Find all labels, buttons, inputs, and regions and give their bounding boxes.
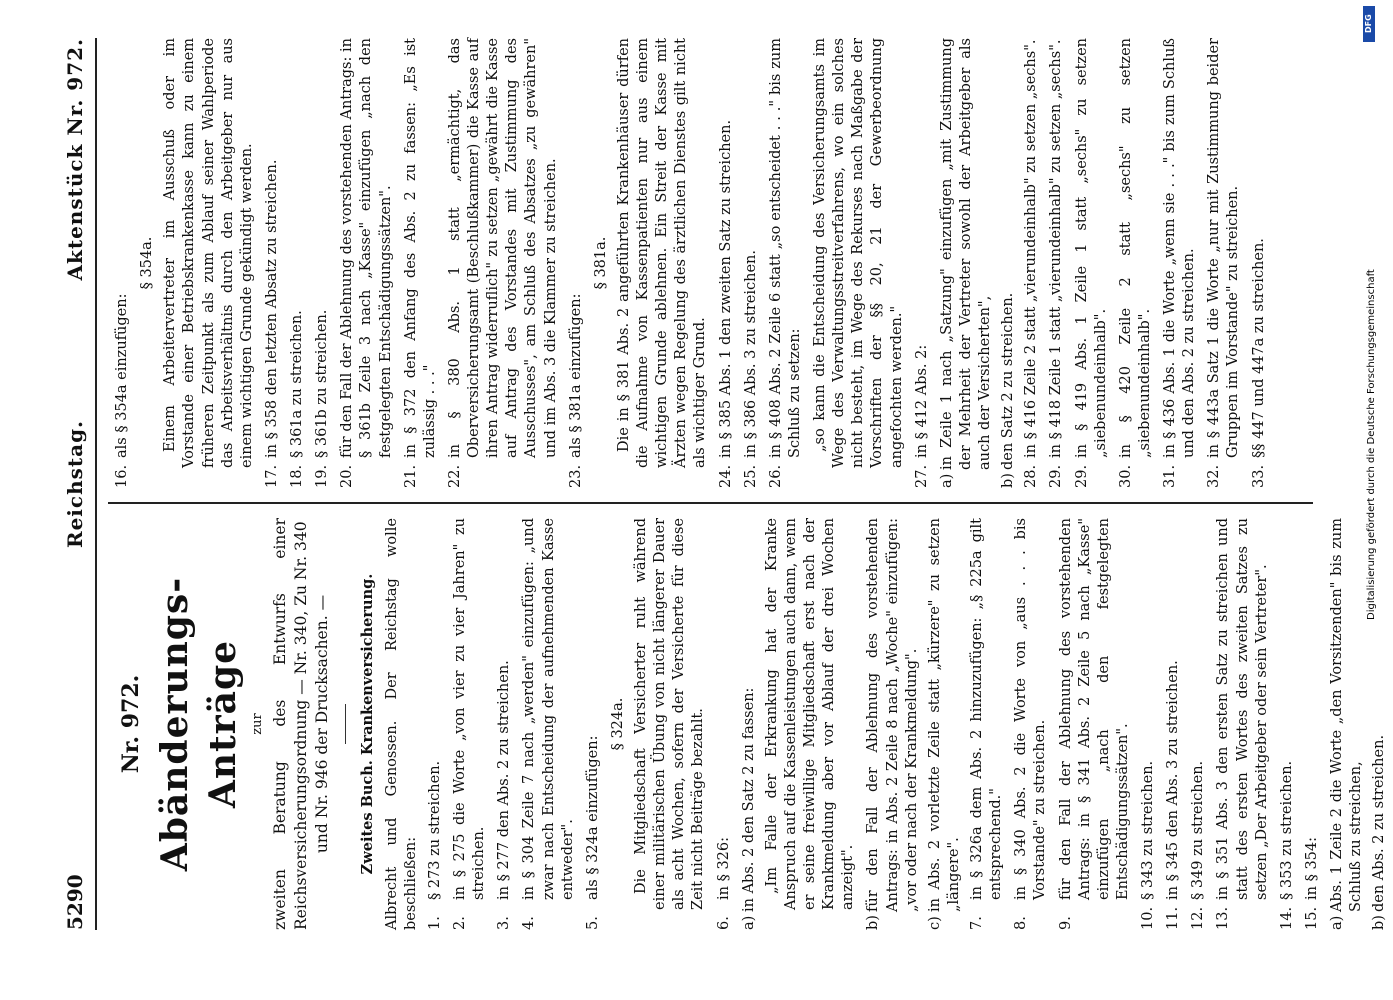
list-item: 17. in § 358 den letzten Absatz zu streichen. — [263, 159, 280, 488]
list-item: 5. als § 324a einzufügen: — [584, 735, 601, 930]
header-rule — [95, 38, 97, 930]
list-item: 22. in § 380 Abs. 1 statt „ermächtigt, das Oberversicherungsamt (Beschlußkammer) die Kasse auf ihren Antrag widerruflich" zu setzen „gewährt die Kasse auf Antrag des Vorstandes mit Zustimmung des Ausschusses", am Schluß des Absatzes „zu gewähren" und im Abs. 3 die Klammer zu streichen. — [446, 38, 559, 488]
sub-item: a) in Abs. 2 den Satz 2 zu fassen: — [740, 687, 757, 930]
quoted-provision: „so kann die Entscheidung des Versicherungsamts im Wege des Verwaltungsstreitverfahrens, wo ein solches nicht besteht, im Wege des Rekurses nach Maßgabe der Vorschriften der §§ 20, 21 der Gewerbeordnung angefochten werden." — [812, 38, 905, 468]
page-header — [62, 38, 92, 930]
sub-item: a) in Zeile 1 nach „Satzung" einzufügen „mit Zustimmung der Mehrheit der Vertreter sowohl der Arbeitgeber als auch der Versicherten", — [938, 38, 993, 488]
list-item: 23. als § 381a einzufügen: — [567, 293, 584, 488]
quoted-provision: Die Mitgliedschaft Versicherter ruht während einer militärischen Übung von nicht längerer Dauer als acht Wochen, sofern der Versicherte für diese Zeit nicht Beiträge bezahlt. — [633, 518, 707, 910]
list-item: 33. §§ 447 und 447a zu streichen. — [1250, 238, 1267, 488]
file-number: Aktenstück Nr. 972. — [63, 38, 87, 281]
list-item: 2. in § 275 die Worte „von vier zu vier Jahren" zu streichen. — [452, 518, 488, 930]
list-item: 18. § 361a zu streichen. — [289, 310, 305, 488]
list-item: 16. als § 354a einzufügen: — [114, 293, 130, 488]
list-item: 19. § 361b zu streichen. — [314, 309, 331, 488]
header-title: Reichstag. — [63, 419, 87, 549]
document-number: Nr. 972. — [118, 674, 144, 774]
paragraph-heading: § 324a. — [609, 697, 626, 751]
sub-item: b) für den Fall der Ablehnung des vorstehenden Antrags: in Abs. 2 Zeile 8 nach „Woche" einzufügen: „vor oder nach der Krankmeldung". — [865, 518, 920, 930]
list-item: 1. § 273 zu streichen. — [426, 760, 443, 930]
page-number: 5290 — [63, 874, 87, 930]
list-item: 25. in § 386 Abs. 3 zu streichen. — [742, 250, 759, 488]
paragraph-heading: § 381a. — [592, 236, 609, 290]
list-item: 13. in § 351 Abs. 3 den ersten Satz zu streichen und statt des ersten Wortes des zweiten Satzes zu setzen „Der Arbeitgeber oder sein Vertreter". — [1215, 518, 1270, 930]
quoted-provision: „Im Falle der Erkrankung hat der Kranke Anspruch auf die Kassenleistungen auch dann, wenn er seine freiwillige Mitgliedschaft erst nach der Krankmeldung aber vor Ablauf der drei Wochen anzeigt". — [763, 518, 857, 910]
short-rule — [345, 704, 346, 744]
dfg-logo-badge: DFG — [1363, 6, 1375, 42]
sub-item: b) den Satz 2 zu streichen. — [1000, 292, 1017, 488]
right-column — [113, 38, 1275, 488]
intro-text: zweiten Beratung des Entwurfs einer Reichsversicherungsordnung — Nr. 340, Zu Nr. 340 — [271, 518, 311, 930]
list-item: 10. § 343 zu streichen. — [1140, 760, 1157, 930]
list-item: 32. in § 443a Satz 1 die Worte „nur mit Zustimmung beider Gruppen im Vorstande" zu streichen. — [1206, 38, 1242, 488]
list-item: 6. in § 326: — [715, 836, 732, 930]
quoted-provision: Einem Arbeitervertreter im Ausschuß oder im Vorstande einer Betriebskrankenkasse kann zu einem früheren Zeitpunkt als zum Ablauf seiner Wahlperiode das Arbeitsverhältnis durch den Arbeitgeber nur aus einem wichtigen Grunde gekündigt werden. — [162, 38, 255, 468]
sub-item: a) Abs. 1 Zeile 2 die Worte „den Vorsitzenden" bis zum Schluß zu streichen, — [1329, 518, 1365, 930]
list-item: 3. in § 277 den Abs. 2 zu streichen. — [496, 660, 513, 930]
title-connector: zur — [250, 713, 266, 735]
list-item: 24. in § 385 Abs. 1 den zweiten Satz zu streichen. — [717, 119, 734, 488]
list-item: 29. in § 419 Abs. 1 Zeile 1 statt „sechs" zu setzen „siebenundeinhalb". — [1073, 38, 1109, 488]
list-item: 31. in § 436 Abs. 1 die Worte „wenn sie . . ." bis zum Schluß und den Abs. 2 zu streichen. — [1162, 38, 1198, 488]
list-item: 29. in § 418 Zeile 1 statt „vierundeinhalb" zu setzen „sechs". — [1048, 39, 1065, 488]
list-item: 26. in § 408 Abs. 2 Zeile 6 statt „so entscheidet . . ." bis zum Schluß zu setzen: — [767, 38, 803, 488]
document-title: Abänderungs-Anträge — [154, 576, 244, 872]
sub-item: c) in Abs. 2 vorletzte Zeile statt „kürzere" zu setzen „längere". — [926, 518, 962, 930]
motion-opening: Albrecht und Genossen. Der Reichstag wolle beschließen: — [383, 518, 419, 930]
intro-text-end: und Nr. 946 der Drucksachen. — — [313, 594, 332, 854]
paragraph-heading: § 354a. — [139, 236, 156, 290]
list-item: 21. in § 372 den Anfang des Abs. 2 zu fassen: „Es ist zulässig . . ." — [402, 38, 438, 488]
quoted-provision: Die in § 381 Abs. 2 angeführten Krankenhäuser dürfen die Aufnahme von Kassenpatienten nur aus einem wichtigen Grunde ablehnen. Ein Streit der Kasse mit Ärzten wegen Regelung des ärztlichen Dienstes gilt nicht als wichtiger Grund. — [615, 38, 709, 468]
list-item: 12. § 349 zu streichen. — [1190, 760, 1207, 930]
sub-item: b) den Abs. 2 zu streichen. — [1371, 734, 1388, 930]
list-item: 7. in § 326a dem Abs. 2 hinzuzufügen: „§ 225a gilt entsprechend." — [969, 518, 1005, 930]
digitization-credit: Digitalisierung gefördert durch die Deutsche Forschungsgemeinschaft — [1366, 269, 1377, 620]
list-item: 28. in § 416 Zeile 2 statt „vierundeinhalb" zu setzen „sechs". — [1023, 39, 1040, 488]
list-item: 15. in § 354: — [1303, 836, 1320, 930]
column-divider — [108, 502, 1313, 504]
list-item: 4. in § 304 Zeile 7 nach „werden" einzufügen: „und zwar nach Entscheidung der aufnehmenden Kasse entweder". — [521, 518, 576, 930]
list-item: 14. § 353 zu streichen. — [1278, 760, 1295, 930]
list-item: 9. für den Fall der Ablehnung des vorstehenden Antrags: in § 341 Abs. 2 Zeile 5 nach „Kasse" einzufügen „nach den festgelegten Entschädigungssätzen". — [1057, 518, 1131, 930]
section-heading: Zweites Buch. Krankenversicherung. — [358, 573, 376, 875]
list-item: 11. in § 345 den Abs. 3 zu streichen. — [1165, 660, 1182, 930]
list-item: 20. für den Fall der Ablehnung des vorstehenden Antrags: in § 361b Zeile 3 nach „Kasse" einzufügen „nach den festgelegten Entschädigungssätzen". — [339, 38, 394, 488]
left-column — [113, 518, 1393, 930]
list-item: 8. in § 340 Abs. 2 die Worte von „aus . . . bis Vorstande" zu streichen. — [1013, 518, 1049, 930]
list-item: 30. in § 420 Zeile 2 statt „sechs" zu setzen „siebenundeinhalb". — [1117, 38, 1153, 488]
list-item: 27. in § 412 Abs. 2: — [913, 344, 930, 488]
